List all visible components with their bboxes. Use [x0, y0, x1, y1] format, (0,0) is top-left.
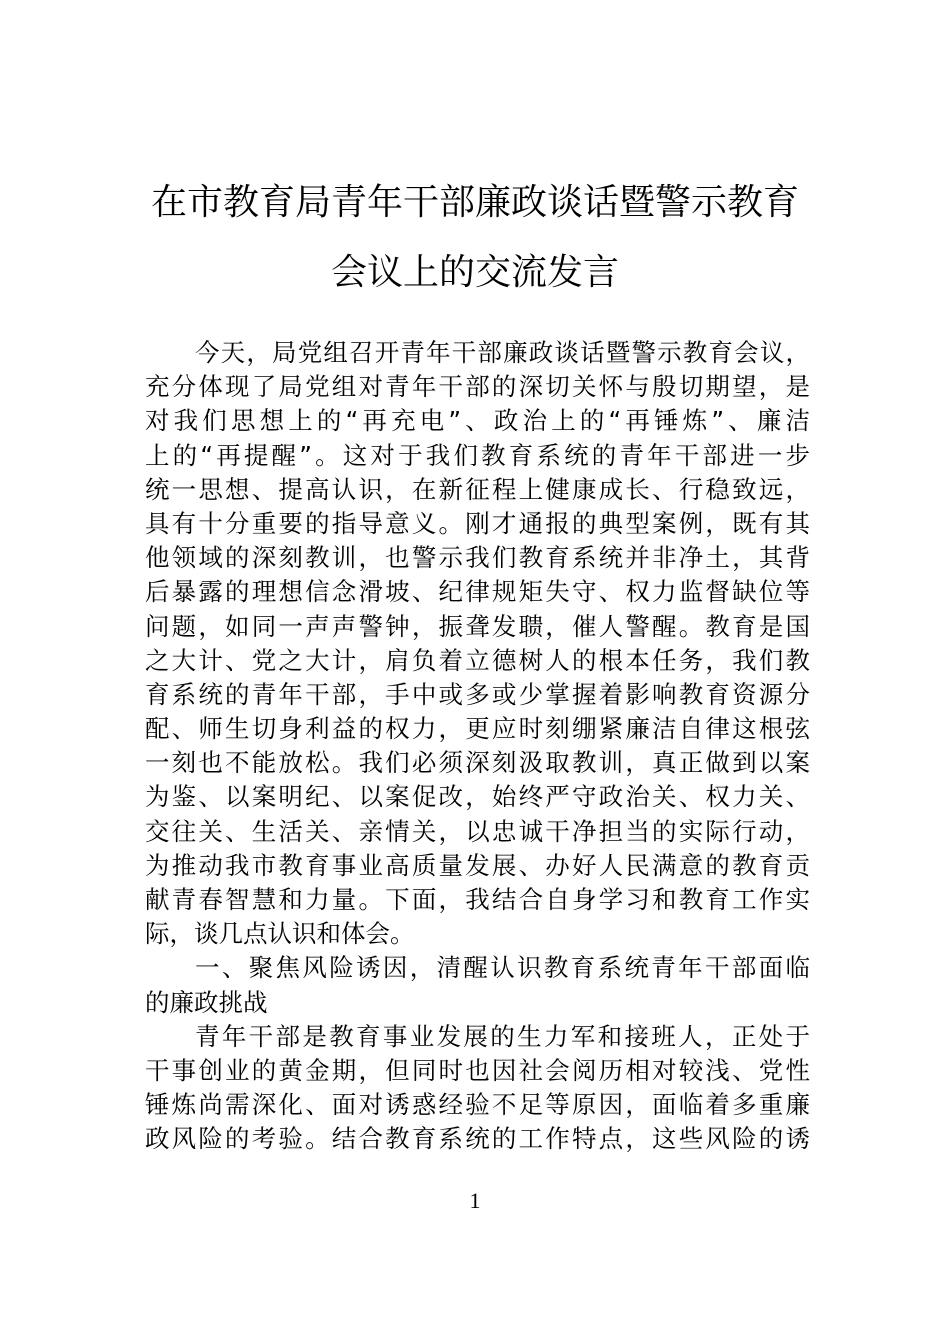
section-heading-1: [145, 951, 810, 1019]
page-number: 1: [469, 1188, 481, 1213]
text-line: 为鉴、以案明纪、以案促改，始终严守政治关、权力关、: [145, 782, 810, 812]
intro-paragraph: [145, 336, 810, 951]
text-line: 青年干部是教育事业发展的生力军和接班人，正处于: [195, 1021, 810, 1051]
text-line: 问题，如同一声声警钟，振聋发聩，催人警醒。教育是国: [145, 611, 810, 641]
text-line: 充分体现了局党组对青年干部的深切关怀与殷切期望，是: [145, 372, 810, 402]
text-line: 具有十分重要的指导意义。刚才通报的典型案例，既有其: [145, 508, 810, 538]
section-1-paragraph: [145, 1020, 810, 1157]
text-line: 之大计、党之大计，肩负着立德树人的根本任务，我们教: [145, 645, 810, 675]
document-title-line-1: 在市教育局青年干部廉政谈话暨警示教育: [150, 182, 799, 223]
text-line: 统一思想、提高认识，在新征程上健康成长、行稳致远，: [145, 474, 810, 504]
text-line: 一刻也不能放松。我们必须深刻汲取教训，真正做到以案: [145, 748, 810, 778]
text-line: 献青春智慧和力量。下面，我结合自身学习和教育工作实: [145, 885, 810, 914]
text-line: 锤炼尚需深化、面对诱惑经验不足等原因，面临着多重廉: [145, 1090, 810, 1120]
text-line: 上的“再提醒”。这对于我们教育系统的青年干部进一步: [145, 440, 810, 470]
text-line: 对我们思想上的“再充电”、政治上的“再锤炼”、廉洁: [145, 406, 810, 436]
text-line: 他领域的深刻教训，也警示我们教育系统并非净土，其背: [145, 543, 810, 573]
document-body: [145, 336, 810, 1157]
text-line: 干事创业的黄金期，但同时也因社会阅历相对较浅、党性: [145, 1055, 810, 1085]
text-line: 今天，局党组召开青年干部廉政谈话暨警示教育会议，: [195, 338, 810, 367]
text-line: 交往关、生活关、亲情关，以忠诚干净担当的实际行动，: [145, 816, 810, 846]
text-line: 后暴露的理想信念滑坡、纪律规矩失守、权力监督缺位等: [145, 577, 810, 607]
text-line: 际，谈几点认识和体会。: [145, 919, 415, 949]
document-title-line-2: 会议上的交流发言: [330, 252, 619, 293]
heading-line: 的廉政挑战: [145, 987, 268, 1017]
text-line: 育系统的青年干部，手中或多或少掌握着影响教育资源分: [145, 679, 810, 709]
text-line: 为推动我市教育事业高质量发展、办好人民满意的教育贡: [145, 850, 810, 880]
heading-line: 一、聚焦风险诱因，清醒认识教育系统青年干部面临: [195, 953, 810, 983]
text-line: 政风险的考验。结合教育系统的工作特点，这些风险的诱: [145, 1124, 810, 1154]
text-line: 配、师生切身利益的权力，更应时刻绷紧廉洁自律这根弦: [145, 714, 810, 744]
